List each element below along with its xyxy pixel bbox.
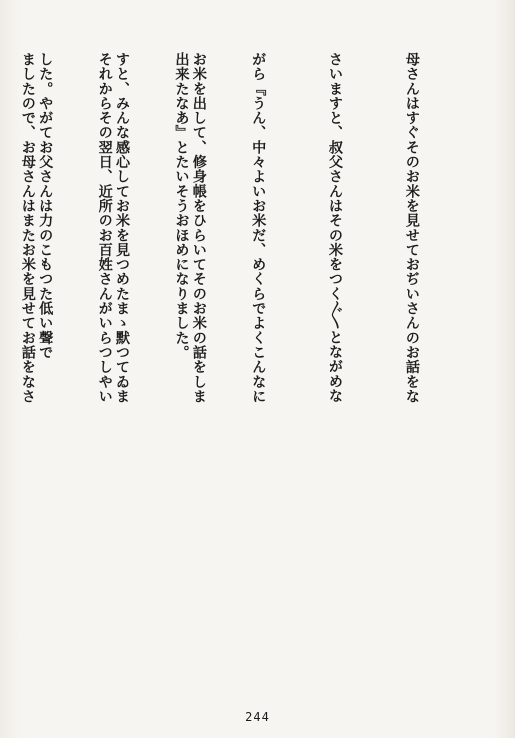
text-line: 母さんはすぐそのお米を見せておぢいさんのお話をな — [403, 52, 420, 404]
text-line: お米を出して、修身帳をひらいてそのお米の話をしま — [190, 52, 207, 404]
text-line: した。やがてお父さんは力のこもつた低い聲で — [37, 52, 54, 360]
page-number: 244 — [245, 710, 270, 724]
left-text-column — [0, 52, 262, 688]
text-line: ましたので、お母さんはまたお米を見せてお話をなさ — [19, 52, 36, 404]
text-line: それからその翌日、近所のお百姓さんがいらつしやい — [96, 52, 113, 404]
text-line: さいますと、叔父さんはその米をつく〴〵とながめな — [327, 52, 344, 404]
text-line: すと、みんな感心してお米を見つめたまゝ默つてゐま — [114, 52, 131, 404]
text-line: がら『うん、中々よいお米だ、めくらでよくこんなに — [250, 52, 267, 404]
text-line: 出来たなあ』とたいそうおほめになりました。 — [173, 52, 190, 360]
